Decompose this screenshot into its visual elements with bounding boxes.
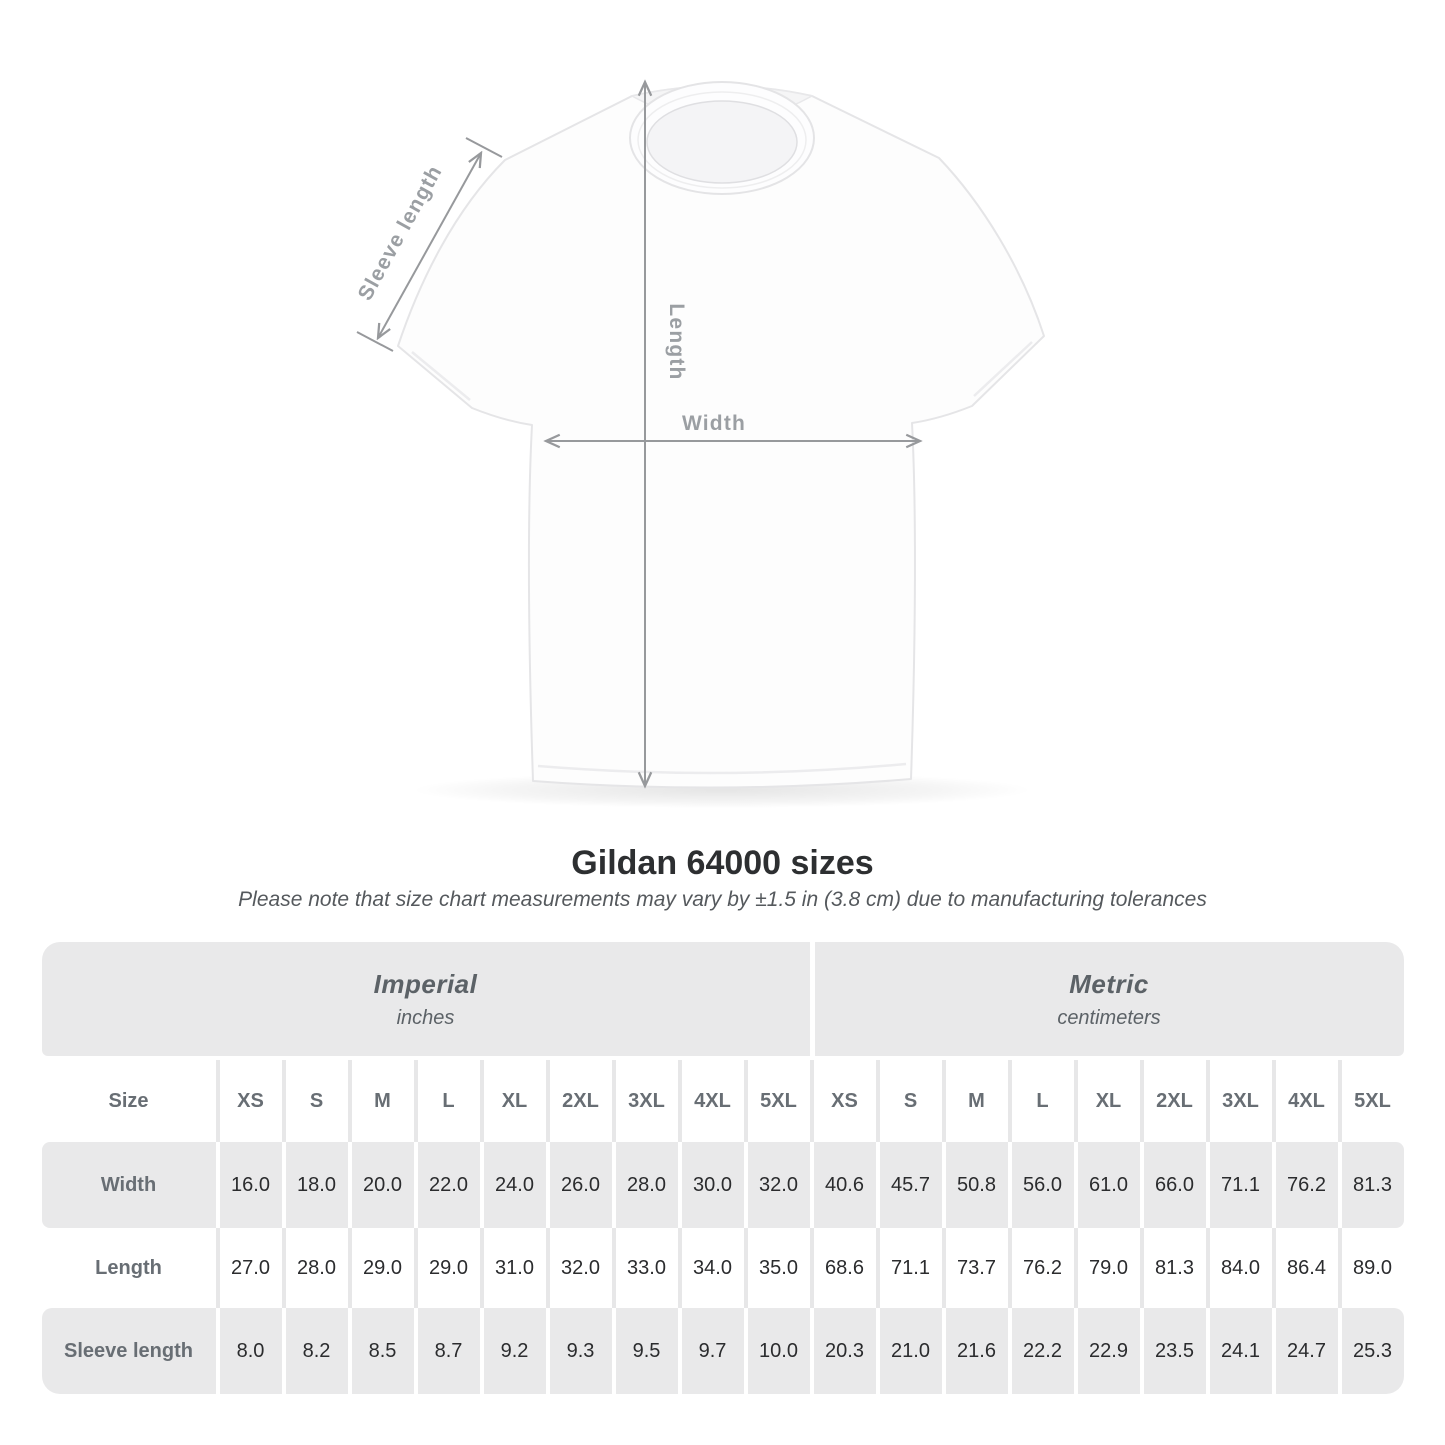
value-cell: 45.7: [876, 1142, 942, 1228]
value-cell: 26.0: [546, 1142, 612, 1228]
sleeve-arrow-tick-bottom: [357, 332, 393, 351]
value-cell: 10.0: [744, 1308, 810, 1394]
imperial-group-unit: inches: [396, 1006, 455, 1029]
value-cell: 34.0: [678, 1228, 744, 1308]
value-cell: 40.6: [810, 1142, 876, 1228]
value-cell: 18.0: [282, 1142, 348, 1228]
value-cell: 21.0: [876, 1308, 942, 1394]
value-cell: 8.2: [282, 1308, 348, 1394]
value-cell: 89.0: [1338, 1228, 1404, 1308]
size-chart-title: Gildan 64000 sizes: [571, 844, 874, 882]
value-cell: 9.3: [546, 1308, 612, 1394]
size-col-header: M: [348, 1060, 414, 1142]
size-col-header: XL: [480, 1060, 546, 1142]
size-col-header: 5XL: [1338, 1060, 1404, 1142]
value-cell: 24.0: [480, 1142, 546, 1228]
value-cell: 24.7: [1272, 1308, 1338, 1394]
imperial-group-name: Imperial: [373, 968, 478, 999]
size-col-header: M: [942, 1060, 1008, 1142]
value-cell: 66.0: [1140, 1142, 1206, 1228]
value-cell: 22.0: [414, 1142, 480, 1228]
value-cell: 29.0: [414, 1228, 480, 1308]
row-label-length: Length: [95, 1256, 162, 1279]
value-cell: 24.1: [1206, 1308, 1272, 1394]
value-cell: 86.4: [1272, 1228, 1338, 1308]
value-cell: 35.0: [744, 1228, 810, 1308]
size-col-header: XS: [810, 1060, 876, 1142]
value-cell: 33.0: [612, 1228, 678, 1308]
size-col-header: 5XL: [744, 1060, 810, 1142]
value-cell: 32.0: [744, 1142, 810, 1228]
tolerance-note: Please note that size chart measurements may vary by ±1.5 in (3.8 cm) due to manufacturing tolerances: [238, 888, 1207, 911]
value-cell: 68.6: [810, 1228, 876, 1308]
length-row: [42, 1228, 1404, 1308]
value-cell: 20.3: [810, 1308, 876, 1394]
length-arrow-label: Length: [665, 303, 688, 381]
value-cell: 28.0: [612, 1142, 678, 1228]
row-label-sleeve-length: Sleeve length: [64, 1339, 193, 1362]
size-col-header: 3XL: [1206, 1060, 1272, 1142]
size-col-header: S: [876, 1060, 942, 1142]
unit-group-header-row: [42, 942, 1404, 1056]
size-col-header: 4XL: [678, 1060, 744, 1142]
size-col-header: 2XL: [546, 1060, 612, 1142]
size-col-header: L: [1008, 1060, 1074, 1142]
value-cell: 23.5: [1140, 1308, 1206, 1394]
metric-group-unit: centimeters: [1057, 1006, 1161, 1029]
value-cell: 27.0: [216, 1228, 282, 1308]
value-cell: 81.3: [1140, 1228, 1206, 1308]
value-cell: 32.0: [546, 1228, 612, 1308]
value-cell: 76.2: [1008, 1228, 1074, 1308]
value-cell: 8.0: [216, 1308, 282, 1394]
size-col-header: 4XL: [1272, 1060, 1338, 1142]
value-cell: 84.0: [1206, 1228, 1272, 1308]
value-cell: 9.5: [612, 1308, 678, 1394]
size-header-row: [42, 1060, 1404, 1142]
row-label-width: Width: [100, 1173, 157, 1196]
value-cell: 9.2: [480, 1308, 546, 1394]
value-cell: 71.1: [1206, 1142, 1272, 1228]
size-col-header: XS: [216, 1060, 282, 1142]
value-cell: 30.0: [678, 1142, 744, 1228]
value-cell: 8.5: [348, 1308, 414, 1394]
value-cell: 71.1: [876, 1228, 942, 1308]
value-cell: 8.7: [414, 1308, 480, 1394]
size-col-header: 3XL: [612, 1060, 678, 1142]
value-cell: 28.0: [282, 1228, 348, 1308]
value-cell: 50.8: [942, 1142, 1008, 1228]
value-cell: 29.0: [348, 1228, 414, 1308]
size-table: [42, 942, 1404, 1394]
size-col-header: XL: [1074, 1060, 1140, 1142]
value-cell: 9.7: [678, 1308, 744, 1394]
size-col-header: S: [282, 1060, 348, 1142]
metric-group-header: [810, 942, 1404, 1056]
metric-group-name: Metric: [1069, 968, 1149, 999]
sleeve-length-row: [42, 1308, 1404, 1394]
size-col-header: L: [414, 1060, 480, 1142]
value-cell: 56.0: [1008, 1142, 1074, 1228]
sleeve-arrow-tick-top: [466, 138, 502, 157]
size-header-label: Size: [108, 1089, 149, 1112]
value-cell: 76.2: [1272, 1142, 1338, 1228]
value-cell: 61.0: [1074, 1142, 1140, 1228]
value-cell: 20.0: [348, 1142, 414, 1228]
value-cell: 21.6: [942, 1308, 1008, 1394]
value-cell: 73.7: [942, 1228, 1008, 1308]
value-cell: 31.0: [480, 1228, 546, 1308]
value-cell: 79.0: [1074, 1228, 1140, 1308]
value-cell: 16.0: [216, 1142, 282, 1228]
imperial-group-header: [42, 942, 810, 1056]
value-cell: 22.9: [1074, 1308, 1140, 1394]
value-cell: 25.3: [1338, 1308, 1404, 1394]
value-cell: 81.3: [1338, 1142, 1404, 1228]
width-arrow-label: Width: [681, 412, 747, 435]
sleeve-length-arrow-label: Sleeve length: [353, 161, 447, 305]
width-row: [42, 1142, 1404, 1228]
size-col-header: 2XL: [1140, 1060, 1206, 1142]
value-cell: 22.2: [1008, 1308, 1074, 1394]
